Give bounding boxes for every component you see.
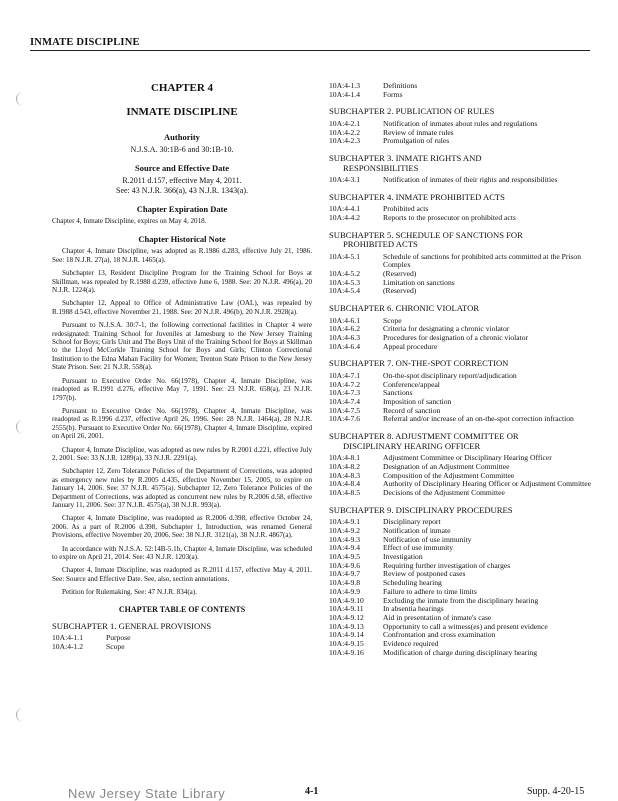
section-title: Review of inmate rules	[383, 127, 454, 137]
toc-list	[329, 253, 591, 297]
section-number: 10A:4-9.14	[329, 630, 364, 640]
left-column	[52, 82, 312, 652]
toc-entry	[329, 398, 591, 407]
toc-entry	[329, 597, 591, 606]
section-number: 10A:4-7.2	[329, 379, 361, 389]
section-title: Opportunity to call a witness(es) and present evidence	[383, 621, 548, 631]
section-title: Schedule of sanctions for prohibited acts committed at the Prison Complex	[383, 251, 582, 270]
section-title: Notification of use immunity	[383, 534, 472, 544]
toc-list	[329, 454, 591, 498]
section-title: Limitation on sanctions	[383, 277, 455, 287]
section-title: Aid in presentation of inmate's case	[383, 612, 492, 622]
subchapter-title	[329, 432, 591, 451]
section-title: Evidence required	[383, 639, 439, 649]
source-line: See: 43 N.J.R. 366(a), 43 N.J.R. 1343(a).	[116, 186, 248, 195]
section-number: 10A:4-9.5	[329, 552, 361, 561]
subchapter-title	[329, 304, 591, 314]
toc-entry	[329, 343, 591, 352]
section-title: Effect of use immunity	[383, 543, 454, 553]
toc-entry	[329, 253, 591, 270]
section-number: 10A:4-7.6	[329, 414, 361, 424]
section-title: Reports to the prosecutor on prohibited acts	[383, 212, 516, 222]
history-paragraph: Petition for Rulemaking. See: 47 N.J.R. 834(a).	[62, 588, 197, 597]
section-title: Scope	[106, 641, 125, 651]
section-number: 10A:4-9.12	[329, 612, 364, 622]
toc-entry	[329, 120, 591, 129]
section-number: 10A:4-9.1	[329, 517, 361, 527]
scan-mark	[16, 420, 27, 434]
toc-list	[329, 205, 591, 222]
subchapter-title-line: SUBCHAPTER 3. INMATE RIGHTS AND	[329, 153, 482, 164]
section-title: Designation of an Adjustment Committee	[383, 461, 510, 471]
subchapter-title-line: SUBCHAPTER 2. PUBLICATION OF RULES	[329, 106, 495, 117]
section-title: (Reserved)	[383, 286, 417, 296]
section-number: 10A:4-5.3	[329, 277, 361, 287]
section-number: 10A:4-3.1	[329, 175, 361, 185]
section-number: 10A:4-9.4	[329, 543, 361, 553]
section-number: 10A:4-7.4	[329, 397, 361, 407]
section-title: Forms	[383, 89, 403, 99]
toc-entry	[329, 270, 591, 279]
section-title: Decisions of the Adjustment Committee	[383, 487, 505, 497]
scan-mark	[16, 92, 27, 106]
section-number: 10A:4-9.2	[329, 525, 361, 535]
toc-entry	[329, 91, 591, 100]
scan-mark	[16, 708, 27, 722]
toc-entry	[329, 82, 591, 91]
subchapter-title	[329, 359, 591, 369]
subchapter-title	[329, 107, 591, 117]
toc-entry	[329, 570, 591, 579]
history-paragraph: Chapter 4, Inmate Discipline, was readopted as R.2006 d.398, effective October 24, 2006. As a part of R.2006 d.398, Subchapter 1, Introduction, was renamed General Provisions, effective November 20, 2006. See: 38 N.J.R. 3121(a), 38 N.J.R. 4867(a).	[52, 514, 312, 540]
section-title: Investigation	[383, 552, 423, 561]
toc-entry	[329, 287, 591, 296]
section-number: 10A:4-6.1	[329, 315, 361, 325]
section-title: Confrontation and cross examination	[383, 630, 496, 640]
section-number: 10A:4-7.5	[329, 405, 361, 415]
history-paragraph: Pursuant to Executive Order No. 66(1978), Chapter 4, Inmate Discipline, was readopted as R.1991 d.276, effective May 7, 1991. See: 23 N.J.R. 658(a), 23 N.J.R. 1797(b).	[52, 376, 312, 402]
section-number: 10A:4-9.9	[329, 586, 361, 596]
toc-entry	[52, 634, 312, 643]
section-number: 10A:4-2.3	[329, 136, 361, 146]
history-paragraph: Subchapter 13, Resident Discipline Program for the Training School for Boys at Skillman, was repealed by R.1988 d.239, effective June 6, 1988. See: 20 N.J.R. 496(a), 20 N.J.R. 1224(a).	[52, 269, 312, 295]
toc-entry	[329, 489, 591, 498]
toc-entry	[329, 372, 591, 381]
section-number: 10A:4-9.8	[329, 578, 361, 588]
section-number: 10A:4-9.3	[329, 534, 361, 544]
right-column	[329, 82, 591, 657]
subchapter-title	[329, 154, 591, 173]
toc-entry	[329, 389, 591, 398]
section-title: On-the-spot disciplinary report/adjudication	[383, 370, 517, 380]
chapter-title: INMATE DISCIPLINE	[126, 106, 238, 118]
section-title: Disciplinary report	[383, 517, 441, 527]
section-title: Adjustment Committee or Disciplinary Hearing Officer	[383, 453, 552, 463]
section-title: Sanctions	[383, 388, 413, 398]
section-title: Scope	[383, 315, 402, 325]
subchapter-title	[329, 506, 591, 516]
toc-entry	[329, 518, 591, 527]
section-title: Failure to adhere to time limits	[383, 586, 477, 596]
subchapter-title	[329, 193, 591, 203]
section-number: 10A:4-6.3	[329, 333, 361, 343]
section-number: 10A:4-8.5	[329, 487, 361, 497]
authority-heading: Authority	[164, 132, 200, 142]
toc-entry	[329, 279, 591, 288]
section-number: 10A:4-8.2	[329, 461, 361, 471]
section-title: Authority of Disciplinary Hearing Officer or Adjustment Committee	[383, 479, 592, 489]
history-paragraph: Chapter 4, Inmate Discipline, was adopted as new rules by R.2001 d.221, effective July 2, 2001. See: 33 N.J.R. 1289(a), 33 N.J.R. 2291(a).	[52, 445, 312, 462]
section-title: Scheduling hearing	[383, 578, 442, 588]
subchapter-title-line: PROHIBITED ACTS	[343, 239, 418, 250]
toc-entry	[329, 536, 591, 545]
section-number: 10A:4-1.3	[329, 81, 361, 90]
section-number: 10A:4-9.11	[329, 604, 364, 614]
subchapter-title-line: SUBCHAPTER 4. INMATE PROHIBITED ACTS	[329, 191, 505, 202]
section-number: 10A:4-2.2	[329, 127, 361, 137]
section-number: 10A:4-9.7	[329, 569, 361, 579]
section-number: 10A:4-1.2	[52, 641, 84, 651]
toc-entry	[52, 643, 312, 652]
section-number: 10A:4-9.16	[329, 647, 364, 657]
section-title: In absentia hearings	[383, 604, 444, 614]
section-title: Procedures for designation of a chronic violator	[383, 333, 529, 343]
section-number: 10A:4-4.1	[329, 204, 361, 214]
section-title: Composition of the Adjustment Committee	[383, 470, 515, 480]
header-rule	[30, 50, 590, 51]
history-paragraph: In accordance with N.J.S.A. 52:14B-5.1b, Chapter 4, Inmate Discipline, was scheduled to expire on April 21, 2014. See: 43 N.J.R. 1203(a).	[52, 544, 312, 561]
toc-list	[52, 634, 312, 651]
history-paragraph: Subchapter 12, Zero Tolerance Policies of the Department of Corrections, was adopted as emergency new rules by R.2005 d.435, effective November 15, 2005, to expire on January 14, 2006. See: 37 N.J.R. 4575(a). Subchapter 12, Zero Tolerance Policies of the Department of Corrections, was adopted as concurrent new rules by R.2006 d.58, effective January 11, 2006. See: 37 N.J.R. 4575(a), 38 N.J.R. 993(a).	[52, 467, 312, 509]
history-paragraph: Pursuant to N.J.S.A. 30:7-1, the following correctional facilities in Chapter 4 were redesignated: Training School for Juveniles at Jamesburg to the New Jersey Training School for Boys; Girls Unit and The Boys Unit of the Training School for Boys at Skillman to the Lloyd McCorkle Training School for Boys and Girls; Clinton Correctional Institution to the Edna Mahan Facility for Women; Trenton State Prison to the New Jersey State Prison. See: 21 N.J.R. 558(a).	[52, 321, 312, 372]
section-title: Criteria for designating a chronic violator	[383, 324, 510, 334]
section-number: 10A:4-8.4	[329, 479, 361, 489]
expiration-text: Chapter 4, Inmate Discipline, expires on May 4, 2018.	[52, 217, 207, 225]
section-title: Notification of inmates about rules and regulations	[383, 118, 538, 128]
section-number: 10A:4-5.2	[329, 269, 361, 279]
toc-entry	[329, 176, 591, 185]
section-number: 10A:4-9.13	[329, 621, 364, 631]
subchapter-list	[329, 107, 591, 657]
toc-entry	[329, 334, 591, 343]
subchapter-title: SUBCHAPTER 1. GENERAL PROVISIONS	[52, 620, 212, 631]
section-number: 10A:4-5.4	[329, 286, 361, 296]
section-title: Notification of inmates of their rights and responsibilities	[383, 175, 558, 185]
toc-heading: CHAPTER TABLE OF CONTENTS	[118, 604, 246, 614]
section-title: Imposition of sanction	[383, 397, 452, 407]
supplement-date: Supp. 4-20-15	[527, 786, 585, 797]
subchapter-title-line: SUBCHAPTER 8. ADJUSTMENT COMMITTEE OR	[329, 431, 519, 442]
section-number: 10A:4-9.6	[329, 560, 361, 570]
subchapter-title-line: RESPONSIBILITIES	[343, 162, 419, 173]
section-title: Promulgation of rules	[383, 136, 450, 146]
history-heading: Chapter Historical Note	[138, 234, 226, 245]
section-title: Prohibited acts	[383, 204, 429, 214]
subchapter-title	[329, 231, 591, 250]
section-number: 10A:4-5.1	[329, 251, 361, 261]
section-title: Excluding the inmate from the disciplinary hearing	[383, 595, 539, 605]
page-number: 4-1	[305, 786, 319, 797]
section-title: Notification of inmate	[383, 525, 451, 535]
toc-entry	[329, 129, 591, 138]
section-title: (Reserved)	[383, 269, 417, 279]
source-line: R.2011 d.157, effective May 4, 2011.	[122, 176, 242, 185]
toc-entry	[329, 649, 591, 658]
subchapter-title-line: DISCIPLINARY HEARING OFFICER	[343, 440, 481, 451]
toc-entry	[329, 415, 591, 424]
section-title: Requiring further investigation of charges	[383, 560, 511, 570]
section-title: Conference/appeal	[383, 379, 440, 389]
section-number: 10A:4-4.2	[329, 212, 361, 222]
subchapter-title-line: SUBCHAPTER 7. ON-THE-SPOT CORRECTION	[329, 358, 509, 369]
section-number: 10A:4-7.1	[329, 370, 361, 380]
toc-list	[329, 518, 591, 657]
section-title: Modification of charge during disciplinary hearing	[383, 647, 538, 657]
source-heading: Source and Effective Date	[134, 163, 230, 173]
toc-entry	[329, 137, 591, 146]
history-paragraph: Subchapter 12, Appeal to Office of Administrative Law (OAL), was repealed by R.1988 d.543, effective November 21, 1988. See: 20 N.J.R. 496(b), 20 N.J.R. 2928(a).	[52, 299, 312, 316]
section-number: 10A:4-7.3	[329, 388, 361, 398]
toc-entry	[329, 214, 591, 223]
section-number: 10A:4-8.3	[329, 470, 361, 480]
section-number: 10A:4-9.15	[329, 639, 364, 649]
expiration-heading: Chapter Expiration Date	[136, 204, 228, 214]
toc-entry	[329, 381, 591, 390]
history-paragraph: Pursuant to Executive Order No. 66(1978), Chapter 4, Inmate Discipline, was readopted as R.1996 d.237, effective April 26, 1996. See: 28 N.J.R. 1464(a), 28 N.J.R. 2555(b). Pursuant to Executive Order No. 66(1978), Chapter 4, Inmate Discipline, expired on April 26, 2001.	[52, 406, 312, 441]
toc-list	[329, 317, 591, 352]
section-number: 10A:4-9.10	[329, 595, 364, 605]
section-number: 10A:4-1.1	[52, 633, 84, 643]
library-watermark: New Jersey State Library	[68, 786, 226, 801]
toc-list	[329, 82, 591, 99]
history-notes	[52, 247, 312, 596]
section-number: 10A:4-2.1	[329, 118, 361, 128]
section-title: Definitions	[383, 81, 418, 90]
section-title: Purpose	[106, 633, 131, 643]
chapter-number: CHAPTER 4	[150, 82, 214, 94]
section-title: Review of postponed cases	[383, 569, 466, 579]
toc-list	[329, 372, 591, 424]
toc-entry	[329, 544, 591, 553]
subchapter-title-line: SUBCHAPTER 5. SCHEDULE OF SANCTIONS FOR	[329, 229, 523, 240]
subchapter-title-line: SUBCHAPTER 6. CHRONIC VIOLATOR	[329, 303, 480, 314]
toc-entry	[329, 631, 591, 640]
toc-list	[329, 120, 591, 146]
section-number: 10A:4-8.1	[329, 453, 361, 463]
section-number: 10A:4-6.2	[329, 324, 361, 334]
section-title: Appeal procedure	[383, 341, 438, 351]
authority-text: N.J.S.A. 30:1B-6 and 30:1B-10.	[130, 145, 234, 154]
section-number: 10A:4-6.4	[329, 341, 361, 351]
section-title: Record of sanction	[383, 405, 441, 415]
section-title: Referral and/or increase of an on-the-spot correction infraction	[383, 414, 574, 424]
history-paragraph: Chapter 4, Inmate Discipline, was adopted as R.1986 d.283, effective July 21, 1986. See: 18 N.J.R. 27(a), 18 N.J.R. 1465(a).	[52, 247, 312, 264]
toc-list	[329, 176, 591, 185]
section-number: 10A:4-1.4	[329, 89, 361, 99]
subchapter-title-line: SUBCHAPTER 9. DISCIPLINARY PROCEDURES	[329, 504, 513, 515]
running-header: INMATE DISCIPLINE	[30, 37, 140, 48]
history-paragraph: Chapter 4, Inmate Discipline, was readopted as R.2011 d.157, effective May 4, 2011. See: Source and Effective Date. See, also, section annotations.	[52, 566, 312, 583]
